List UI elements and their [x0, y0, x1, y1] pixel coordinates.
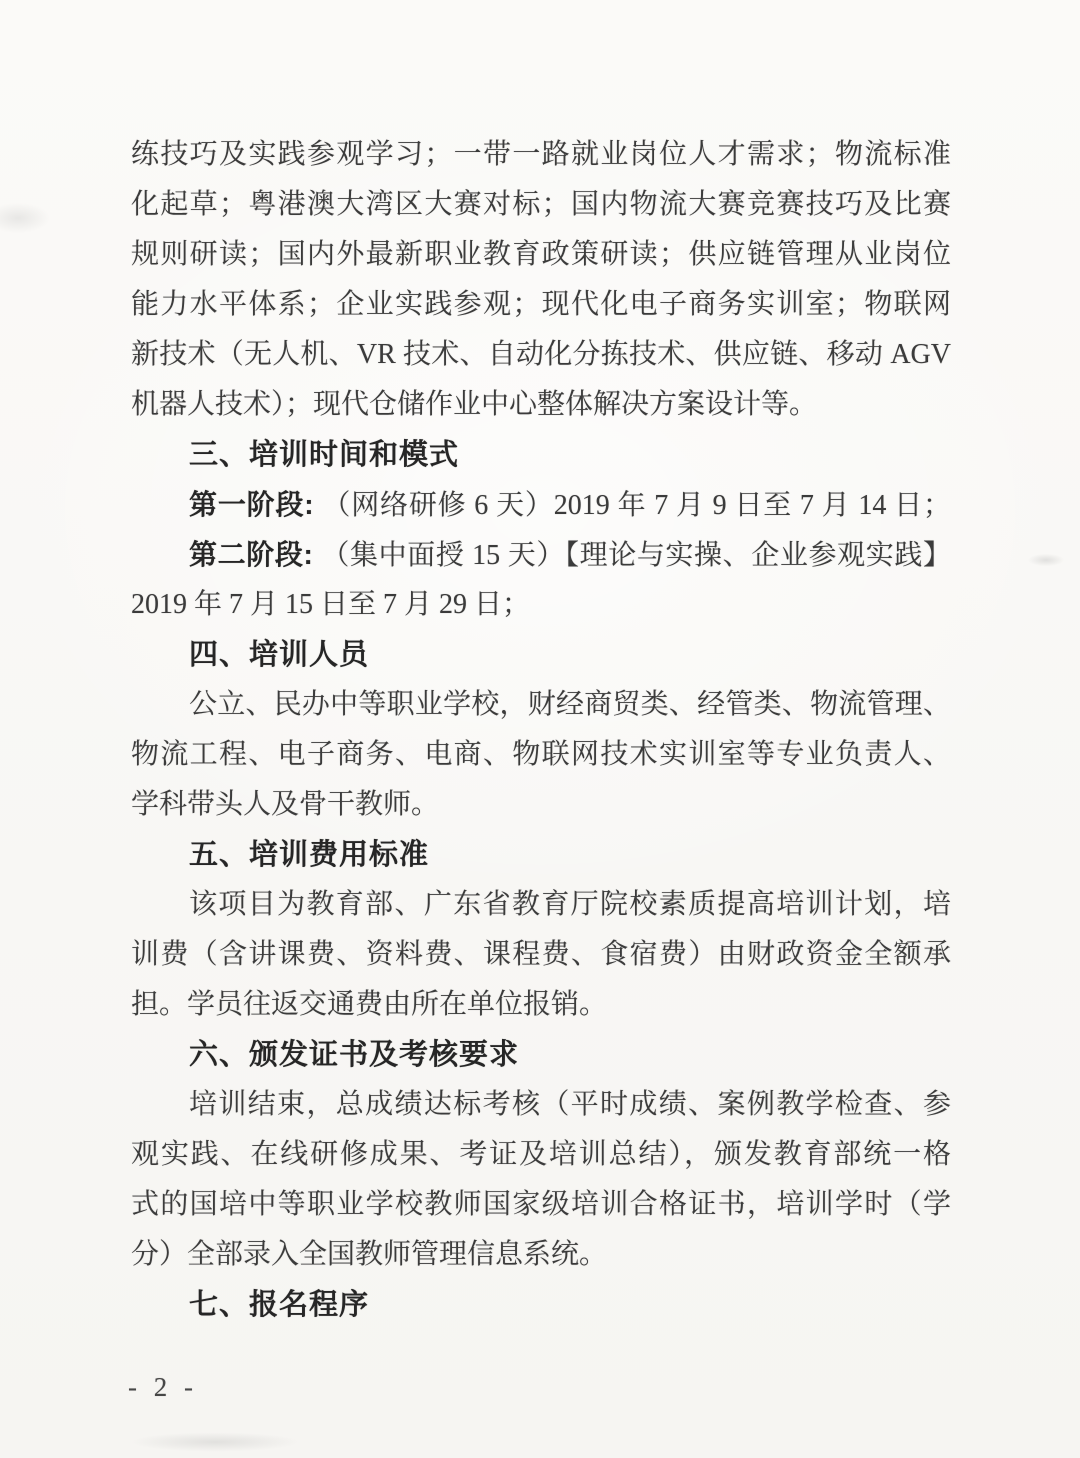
stage-two-date-line: 2019 年 7 月 15 日至 7 月 29 日；: [131, 589, 531, 620]
body-line: 机器人技术）；现代仓储作业中心整体解决方案设计等。: [131, 389, 818, 420]
page-number: - 2 -: [128, 1372, 198, 1402]
body-line: 分）全部录入全国教师管理信息系统。: [131, 1239, 608, 1270]
heading-certificate-and-assessment: 六、颁发证书及考核要求: [189, 1039, 520, 1071]
body-line: 新技术（无人机、VR 技术、自动化分拣技术、供应链、移动 AGV: [131, 339, 951, 370]
heading-registration-procedure: 七、报名程序: [189, 1289, 370, 1321]
body-line: 能力水平体系；企业实践参观；现代化电子商务实训室；物联网: [131, 289, 951, 320]
body-line: 学科带头人及骨干教师。: [131, 789, 440, 820]
stage-two-label: 第二阶段:: [189, 539, 313, 570]
heading-training-fee-standard: 五、培训费用标准: [189, 839, 430, 871]
body-line: 物流工程、电子商务、电商、物联网技术实训室等专业负责人、: [131, 739, 951, 770]
body-line: 该项目为教育部、广东省教育厅院校素质提高培训计划，培: [189, 889, 951, 920]
stage-one-label: 第一阶段:: [189, 489, 314, 520]
stage-two-line: [131, 530, 951, 580]
document-body: [131, 130, 951, 1330]
stage-one-line: [131, 480, 951, 530]
heading-trainees: 四、培训人员: [189, 639, 370, 671]
body-line: 公立、民办中等职业学校，财经商贸类、经管类、物流管理、: [189, 689, 951, 720]
body-line: 规则研读；国内外最新职业教育政策研读；供应链管理从业岗位: [131, 239, 951, 270]
body-line: 训费（含讲课费、资料费、课程费、食宿费）由财政资金全额承: [131, 939, 951, 970]
body-line: 式的国培中等职业学校教师国家级培训合格证书，培训学时（学: [131, 1189, 951, 1220]
stage-one-text: （网络研修 6 天）2019 年 7 月 9 日至 7 月 14 日；: [321, 490, 951, 521]
body-line: 担。学员往返交通费由所在单位报销。: [131, 989, 608, 1020]
body-line: 化起草；粤港澳大湾区大赛对标；国内物流大赛竞赛技巧及比赛: [131, 189, 951, 220]
body-line: 练技巧及实践参观学习；一带一路就业岗位人才需求；物流标准: [131, 139, 951, 170]
heading-training-time-and-mode: 三、培训时间和模式: [189, 439, 460, 471]
stage-two-text: （集中面授 15 天）【理论与实操、企业参观实践】: [320, 540, 951, 571]
body-line: 培训结束，总成绩达标考核（平时成绩、案例教学检查、参: [189, 1089, 951, 1120]
body-line: 观实践、在线研修成果、考证及培训总结），颁发教育部统一格: [131, 1139, 951, 1170]
